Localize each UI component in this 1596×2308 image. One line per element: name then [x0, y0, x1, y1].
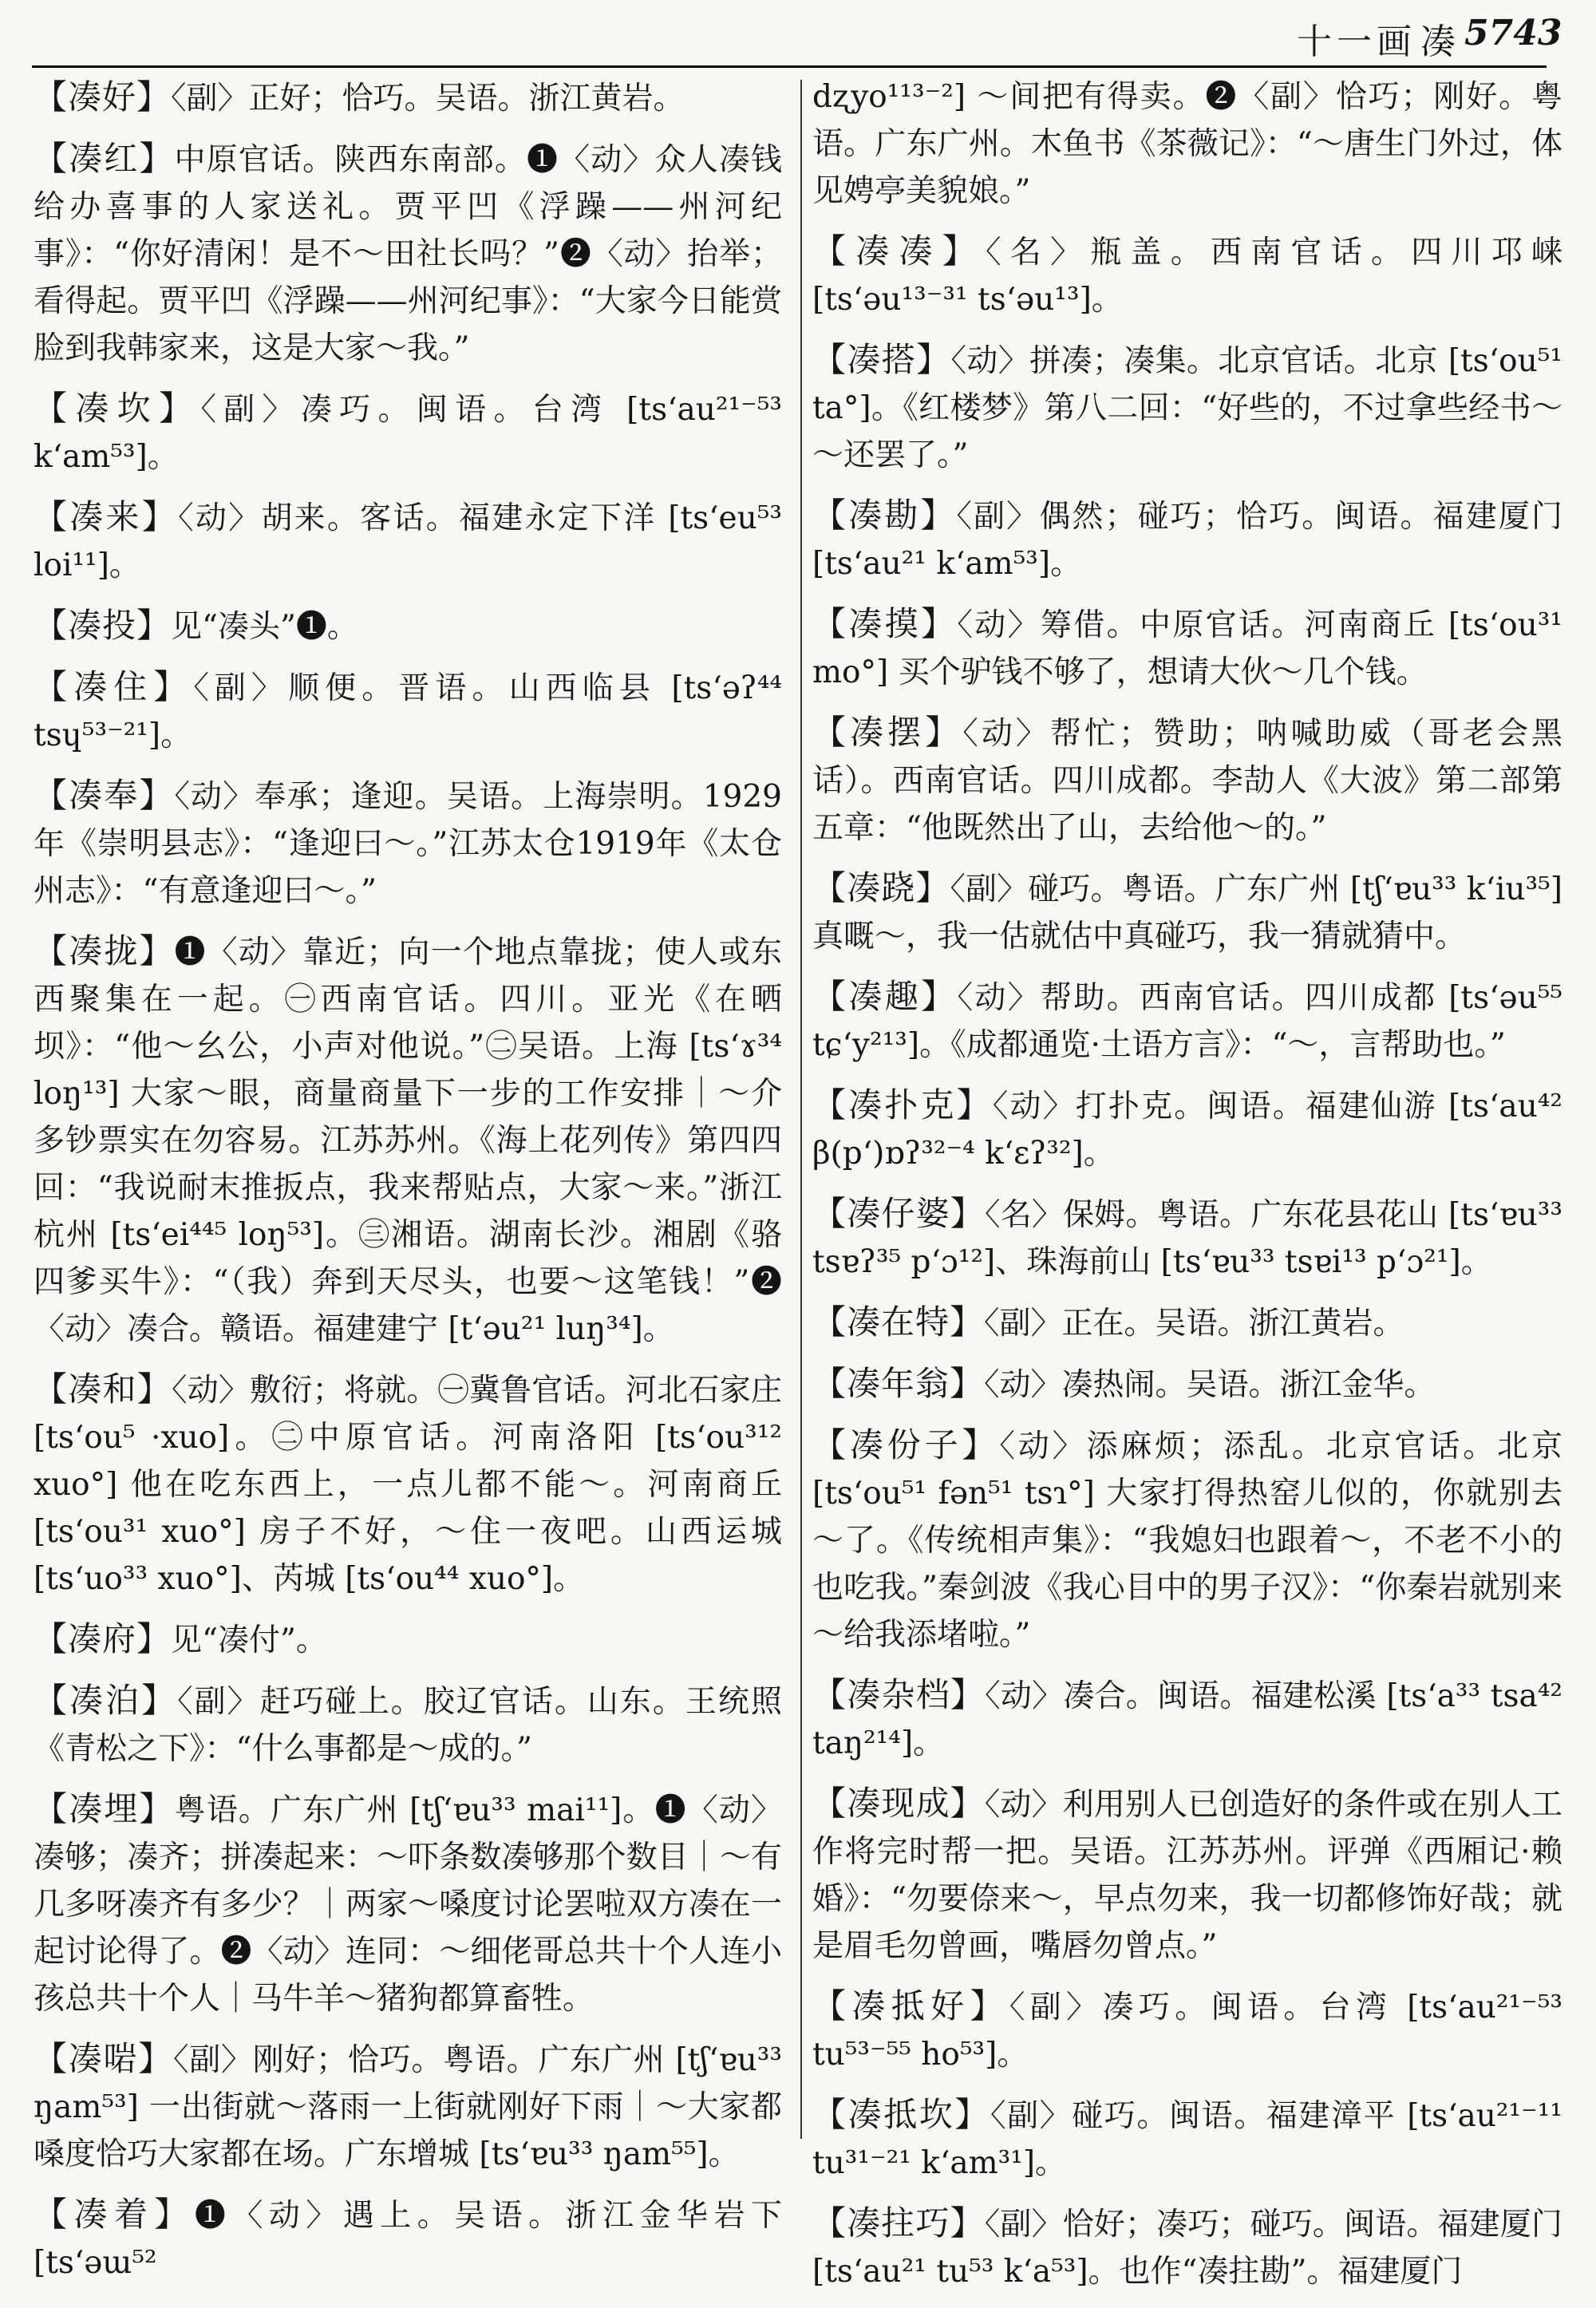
dictionary-entry	[812, 227, 1562, 323]
entry-headword: 【凑趣】	[812, 977, 958, 1016]
dictionary-entry	[34, 1615, 782, 1664]
dictionary-entry-continuation	[812, 73, 1562, 215]
dictionary-entry	[812, 336, 1562, 479]
radical-char-label: 凑	[1420, 22, 1456, 62]
dictionary-entry	[812, 973, 1562, 1069]
entry-headword: 【凑红】	[34, 139, 175, 178]
entry-headword: 【凑着】	[34, 2195, 195, 2234]
stroke-count-label: 十一画	[1297, 22, 1416, 62]
entry-headword: 【凑啱】	[34, 2039, 173, 2078]
entry-body: 〈名〉瓶盖。西南官话。四川邛崃 [ts‘əu¹³⁻³¹ ts‘əu¹³]。	[812, 235, 1562, 318]
entry-headword: 【凑在特】	[812, 1302, 985, 1342]
entry-headword: 【凑年翁】	[812, 1364, 985, 1403]
dictionary-entry	[34, 2191, 782, 2286]
dictionary-entry	[34, 663, 782, 759]
entry-headword: 【凑摸】	[812, 604, 958, 643]
column-divider	[800, 80, 802, 2139]
entry-headword: 【凑仔婆】	[812, 1194, 985, 1233]
right-column	[812, 73, 1562, 2308]
dictionary-entry	[812, 1671, 1562, 1767]
dictionary-entry	[812, 1982, 1562, 2078]
entry-headword: 【凑和】	[34, 1369, 172, 1409]
entry-headword: 【凑坎】	[34, 389, 201, 428]
entry-body: 〈动〉凑热闹。吴语。浙江金华。	[984, 1367, 1436, 1403]
entry-headword: 【凑抵坎】	[812, 2095, 990, 2134]
entry-body: 〈副〉正好；恰巧。吴语。浙江黄岩。	[171, 81, 685, 117]
entry-body: 〈动〉凑合。闽语。福建松溪 [ts‘a³³ tsa⁴² taŋ²¹⁴]。	[812, 1678, 1562, 1761]
entry-body: 〈副〉凑巧。闽语。台湾 [ts‘au²¹⁻⁵³ tu⁵³⁻⁵⁵ ho⁵³]。	[812, 1990, 1562, 2073]
entry-body: 〈动〉添麻烦；添乱。北京官话。北京 [ts‘ou⁵¹ fən⁵¹ tsɿ°] 大家打得热窑儿似的，你就别去～了。《传统相声集》：“我媳妇也跟着～，不老不小的也吃我。”秦剑波《我心目中的男子汉》：“你秦岩就别来～给我添堵啦。”	[812, 1429, 1562, 1653]
dictionary-entry	[812, 1081, 1562, 1177]
entry-body: 〈动〉利用别人已创造好的条件或在别人工作将完时帮一把。吴语。江苏苏州。评弹《西厢记·赖婚》：“勿要倷来～，早点勿来，我一切都修饰好哉；就是眉毛勿曾画，嘴唇勿曾点。”	[812, 1787, 1562, 1964]
dictionary-entry	[34, 772, 782, 915]
entry-body: 〈动〉敷衍；将就。㊀冀鲁官话。河北石家庄 [ts‘ou⁵ ·xuo]。㊁中原官话。河南洛阳 [ts‘ou³¹² xuo°] 他在吃东西上，一点儿都不能～。河南商丘 [ts‘ou³¹ xuo°] 房子不好，～住一夜吧。山西运城 [ts‘uo³³ xuo°]、芮城 [ts‘ou⁴⁴ xuo°]。	[34, 1373, 782, 1597]
entry-body: 粤语。广东广州 [tʃ‘ɐu³³ mai¹¹]。❶〈动〉凑够；凑齐；拼凑起来：～吓条数凑够那个数目｜～有几多呀凑齐有多少？｜两家～嗓度讨论罢啦双方凑在一起讨论得了。❷〈动〉连同：～细佬哥总共十个人连小孩总共十个人｜马牛羊～猪狗都算畜牲。	[34, 1792, 782, 2017]
entry-headword: 【凑勘】	[812, 496, 957, 535]
entry-body: 〈副〉凑巧。闽语。台湾 [ts‘au²¹⁻⁵³ k‘am⁵³]。	[34, 392, 782, 475]
entry-body: 中原官话。陕西东南部。❶〈动〉众人凑钱给办喜事的人家送礼。贾平凹《浮躁——州河纪事》：“你好清闲！是不～田社长吗？”❷〈动〉抬举；看得起。贾平凹《浮躁——州河纪事》：“大家今日能赏脸到我韩家来，这是大家～我。”	[34, 142, 782, 366]
dictionary-entry	[34, 1785, 782, 2022]
entry-body: 〈名〉保姆。粤语。广东花县花山 [ts‘ɐu³³ tsɐʔ³⁵ p‘ɔ¹²]、珠海前山 [ts‘ɐu³³ tsɐi¹³ p‘ɔ²¹]。	[812, 1197, 1562, 1280]
left-column	[34, 73, 782, 2299]
entry-headword: 【凑投】	[34, 606, 172, 645]
dictionary-entry	[812, 709, 1562, 852]
dictionary-entry	[812, 1298, 1562, 1347]
entry-body: 〈副〉赶巧碰上。胶辽官话。山东。王统照《青松之下》：“什么事都是～成的。”	[34, 1684, 782, 1767]
entry-body: 〈动〉帮助。西南官话。四川成都 [ts‘əu⁵⁵ tɕ‘y²¹³]。《成都通览·土语方言》：“～，言帮助也。”	[812, 980, 1562, 1063]
entry-headword: 【凑泊】	[34, 1681, 178, 1720]
entry-headword: 【凑跷】	[812, 868, 950, 907]
entry-body: 见“凑头”❶。	[171, 609, 358, 645]
entry-body: 〈副〉碰巧。粤语。广东广州 [tʃ‘ɐu³³ k‘iu³⁵] 真嘅～，我一估就估中真碰巧，我一猜就猜中。	[812, 871, 1562, 954]
entry-headword: 【凑杂档】	[812, 1675, 986, 1714]
entry-body: ❶〈动〉靠近；向一个地点靠拢；使人或东西聚集在一起。㊀西南官话。四川。亚光《在晒坝》：“他～幺公，小声对他说。”㊁吴语。上海 [ts‘ɤ³⁴ loŋ¹³] 大家～眼，商量商量下一步的工作安排｜～介多钞票实在勿容易。江苏苏州。《海上花列传》第四四回：“我说耐末推扳点，我来帮贴点，大家～来。”浙江杭州 [ts‘ei⁴⁴⁵ loŋ⁵³]。㊂湘语。湖南长沙。湘剧《骆四爹买牛》：“（我）奔到天尽头，也要～这笔钱！”❷〈动〉凑合。赣语。福建建宁 [t‘əu²¹ luŋ³⁴]。	[34, 935, 782, 1347]
entry-headword: 【凑现成】	[812, 1784, 985, 1823]
entry-body: 〈副〉恰好；凑巧；碰巧。闽语。福建厦门 [ts‘au²¹ tu⁵³ k‘a⁵³]。也作“凑拄勘”。福建厦门	[812, 2207, 1562, 2290]
entry-headword: 【凑埋】	[34, 1789, 175, 1828]
dictionary-entry	[812, 600, 1562, 696]
entry-headword: 【凑来】	[34, 497, 179, 536]
entry-headword: 【凑府】	[34, 1619, 172, 1658]
entry-body: 〈副〉偶然；碰巧；恰巧。闽语。福建厦门 [ts‘au²¹ k‘am⁵³]。	[812, 499, 1562, 582]
dictionary-entry	[34, 73, 782, 122]
entry-headword: 【凑抵好】	[812, 1986, 1009, 2025]
dictionary-entry	[812, 492, 1562, 587]
entry-body: 〈副〉碰巧。闽语。福建漳平 [ts‘au²¹⁻¹¹ tu³¹⁻²¹ k‘am³¹]。	[812, 2098, 1562, 2181]
entry-headword: 【凑摆】	[812, 713, 963, 752]
entry-body: 〈动〉筹借。中原官话。河南商丘 [ts‘ou³¹ mo°] 买个驴钱不够了，想请大伙～几个钱。	[812, 607, 1562, 690]
entry-body: 〈动〉胡来。客话。福建永定下洋 [ts‘eu⁵³ loi¹¹]。	[34, 500, 782, 583]
entry-body: 〈副〉刚好；恰巧。粤语。广东广州 [tʃ‘ɐu³³ ŋam⁵³] 一出街就～落雨一上街就刚好下雨｜～大家都嗓度恰巧大家都在场。广东增城 [ts‘ɐu³³ ŋam⁵⁵]。	[34, 2042, 782, 2172]
dictionary-entry	[34, 1677, 782, 1772]
entry-body: 〈动〉打扑克。闽语。福建仙游 [ts‘au⁴² β(p‘)ɒʔ³²⁻⁴ k‘ɛʔ³²]。	[812, 1089, 1562, 1172]
entry-body: 〈副〉顺便。晋语。山西临县 [ts‘əʔ⁴⁴ tsɥ⁵³⁻²¹]。	[34, 670, 782, 753]
entry-body: 〈动〉帮忙；赞助；呐喊助威（哥老会黑话）。西南官话。四川成都。李劼人《大波》第二部第五章：“他既然出了山，去给他～的。”	[812, 716, 1562, 846]
entry-headword: 【凑扑克】	[812, 1085, 993, 1124]
dictionary-entry	[812, 2199, 1562, 2295]
entry-headword: 【凑奉】	[34, 776, 175, 815]
entry-body: 〈动〉拼凑；凑集。北京官话。北京 [ts‘ou⁵¹ ta°]。《红楼梦》第八二回：“好些的，不过拿些经书～～还罢了。”	[812, 343, 1562, 473]
dictionary-entry	[812, 1360, 1562, 1409]
page-header	[32, 0, 1562, 68]
page-number: 5743	[1464, 13, 1562, 53]
dictionary-entry	[34, 1365, 782, 1603]
dictionary-entry	[34, 135, 782, 372]
dictionary-entry	[812, 1190, 1562, 1286]
dictionary-entry	[34, 493, 782, 589]
entry-headword: 【凑凑】	[812, 231, 986, 271]
entry-body: 见“凑付”。	[171, 1622, 327, 1658]
entry-headword: 【凑拄巧】	[812, 2203, 985, 2243]
entry-headword: 【凑住】	[34, 667, 194, 706]
dictionary-entry	[34, 927, 782, 1353]
dictionary-entry	[34, 602, 782, 650]
dictionary-entry	[812, 2091, 1562, 2187]
entry-headword: 【凑搭】	[812, 340, 951, 379]
dictionary-entry	[34, 2035, 782, 2178]
dictionary-entry	[34, 385, 782, 480]
entry-body: dʐyo¹¹³⁻²] ～间把有得卖。❷〈副〉恰巧；刚好。粤语。广东广州。木鱼书《茶薇记》：“～唐生门外过，体见娉亭美貌娘。”	[812, 79, 1562, 209]
entry-headword: 【凑份子】	[812, 1425, 1000, 1464]
entry-body: 〈动〉奉承；逢迎。吴语。上海崇明。1929年《崇明县志》：“逢迎曰～。”江苏太仓1919年《太仓州志》：“有意逢迎曰～。”	[34, 779, 782, 909]
entry-headword: 【凑拢】	[34, 931, 175, 970]
dictionary-entry	[812, 1780, 1562, 1970]
entry-body: ❶〈动〉遇上。吴语。浙江金华岩下 [ts‘əɯ⁵²	[34, 2198, 782, 2281]
dictionary-entry	[812, 1421, 1562, 1658]
entry-headword: 【凑好】	[34, 77, 172, 117]
entry-body: 〈副〉正在。吴语。浙江黄岩。	[984, 1306, 1404, 1342]
dictionary-entry	[812, 864, 1562, 960]
